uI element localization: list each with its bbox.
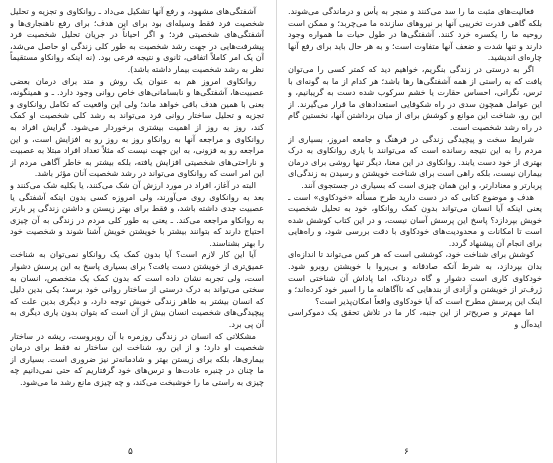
page-number: ۵ (128, 447, 133, 457)
paragraph: شرایط سخت و پیچیدگی زندگی در فرهنگ و جامعه امروز، بسیاری از مردم را به این نتیجه رسانده است که می‌توانند با یاری روانکاوی به درک بهتری از خود دست یابند. روانکاوی در این معنا، دیگر تنها روشی برای درمان بیماران نیست، بلکه راهی است برای شناخت خویشتن و رسیدن به زندگی‌ای پربارتر و معنادارتر، و این همان چیزی است که بسیاری در جستجوی آنند. (288, 133, 542, 190)
paragraph: مشکلاتی که انسان در زندگی روزمره با آن روبروست، ریشه در ساختار شخصیت او دارد؛ و از این رو، شناخت این ساختار نه فقط برای درمان بیماری‌ها، بلکه برای زیستن بهتر و شادمانه‌تر نیز ضروری است. بسیاری از ما چنان در چنبره عادت‌ها و ترس‌های خود گرفتاریم که حتی نمی‌دانیم چه چیزی به راستی ما را خوشبخت می‌کند، و چه چیزی مانع رشد ما می‌شود. (10, 330, 264, 387)
paragraph: کوشش برای شناخت خود، کوششی است که هر کس می‌تواند تا اندازه‌ای بدان بپردازد، به شرط آنکه صادقانه و بی‌پروا با خویشتن روبرو شود. خودکاوی کاری است دشوار و گاه دردناک، اما پاداش آن شناختی است ژرف‌تر از خویشتن و آزادی از بندهایی که ناآگاهانه ما را اسیر خود کرده‌اند؛ و اینک این پرسش مطرح است که آیا خودکاوی واقعاً امکان‌پذیر است؟ (288, 249, 542, 306)
paragraph: روانکاوی امروز هم به عنوان یک روش و متد برای درمان بعضی عصبیت‌ها، آشفتگی‌ها و نابسامانی‌های خاص روانی وجود دارد. ـ و همینگونه، بعنی با همین هدف باقی خواهد ماند؛ ولی این واقعیت که تکامل روانکاوی و تجزیه و تحلیل ساختار روانی فرد می‌تواند به رشد کلی شخصیت او کمک کند، روز به روز از اهمیت بیشتری برخوردار می‌شود. گرایش افراد به روانکاوی و مراجعه آنها به روانکاو روز به روز رو به افزایش است، و این مراجعه رو به فزونی، به این جهت نیست که مثلاً تعداد افراد مبتلا به عصبیت و ناراحتی‌های شخصیتی افزایش یافته، بلکه بیشتر به خاطر آگاهی مردم از این امر است که روانکاوی می‌تواند در رشد شخصیت آنان مؤثر باشد. (10, 75, 264, 179)
paragraph: آشفتگی‌های مشهود، و رفع آنها تشکیل می‌داد ـ روانکاوی و تجزیه و تحلیل شخصیت فرد فقط وسیله‌ای بود برای این هدف؛ برای رفع ناهنجاری‌ها و آشفتگی‌های شخصیتی فرد؛ و اگر احیاناً در جریان تحلیل شخصیت فرد پیشرفت‌هایی در جهت رشد شخصیت به طور کلی زندگی او حاصل می‌شد، آن یک امر کاملاً اتفاقی، ثانوی و نتیجه فرعی بود. (نه اینکه روانکاو مستقیماً نظر به رشد شخصیت بیمار داشته باشد). (10, 6, 264, 74)
left-page-text (10, 6, 264, 438)
paragraph: اما مهم‌تر و صریح‌تر از این جنبه، کار ما در تلاش تحقق یک دموکراسی ایده‌آل و (288, 307, 542, 330)
page-number: ۶ (404, 447, 409, 457)
right-page-text (288, 6, 542, 438)
paragraph: آیا این کار لازم است؟ آیا بدون کمک یک روانکاو نمی‌توان به شناخت عمیق‌تری از خویشتن دست یافت؟ برای بسیاری پاسخ به این پرسش دشوار است، ولی تجربه نشان داده است که بدون کمک یک متخصص، انسان به سختی می‌تواند به درک درستی از ساختار روانی خود برسد؛ یکی بدین دلیل که انسان بیشتر به ظاهر زندگی خویش توجه دارد، و دیگری بدین علت که پیچیدگی‌های شخصیت انسان بیش از آن است که بتوان بدون یاری دیگری به آن پی برد. (10, 249, 264, 330)
left-page (0, 0, 276, 463)
paragraph: البته در آغاز، افراد در مورد ارزش آن شک می‌کنند، یا بکلیه شک می‌کنند و بعد به روانکاوی روی می‌آورند، ولی امروزه کسی بدون اینکه آشفتگی یا عصبیت جدی داشته باشد، و فقط برای بهتر زیستن و داشتن زندگی پر بارتر به روانکاو مراجعه می‌کند. ـ یعنی به طور کلی مردم در زندگی به آن چیزی احتیاج دارند که بتوانند بیشتر با خویشتن خویش آشنا شوند و شخصیت خود را بهتر بشناسند. (10, 179, 264, 248)
paragraph: فعالیت‌های مثبت ما را سد می‌کنند و منجر به یأس و درماندگی می‌شوند. بلکه گاهی قدرت تخریبی آنها بر نیروهای سازنده ما می‌چربد؛ و ممکن است روحیه ما را یکسره خرد کنند. آشفتگی‌ها در طول حیات ما همواره وجود دارند و تنها شدت و ضعف آنها متفاوت است؛ و به هر حال باید برای رفع آنها چاره‌ای اندیشید. (288, 6, 542, 63)
right-page (276, 0, 552, 463)
paragraph: اگر به درستی در زندگی بنگریم، خواهیم دید که کمتر کسی را می‌توان یافت که به راستی از همه آشفتگی‌ها رها باشد؛ هر کدام از ما به گونه‌ای با ترس، نگرانی، احساس حقارت یا خشم سرکوب شده دست به گریبانیم، و این عوامل همچون سدی در راه شکوفایی استعدادهای ما قرار می‌گیرند. از این رو، شناخت این موانع و کوشش برای از میان برداشتن آنها، نخستین گام در راه رشد شخصیت است. (288, 63, 542, 132)
paragraph: هدف و موضوع کتابی که در دست دارید طرح مسأله «خودکاوی» است ـ یعنی اینکه آیا انسان می‌تواند بدون کمک روانکاو، خود به تحلیل شخصیت خویش بپردازد؟ پاسخ این پرسش آسان نیست، و در این کتاب کوشش شده است تا امکانات و محدودیت‌های خودکاوی با دقت بررسی شود، و راه‌هایی برای انجام آن پیشنهاد گردد. (288, 191, 542, 248)
